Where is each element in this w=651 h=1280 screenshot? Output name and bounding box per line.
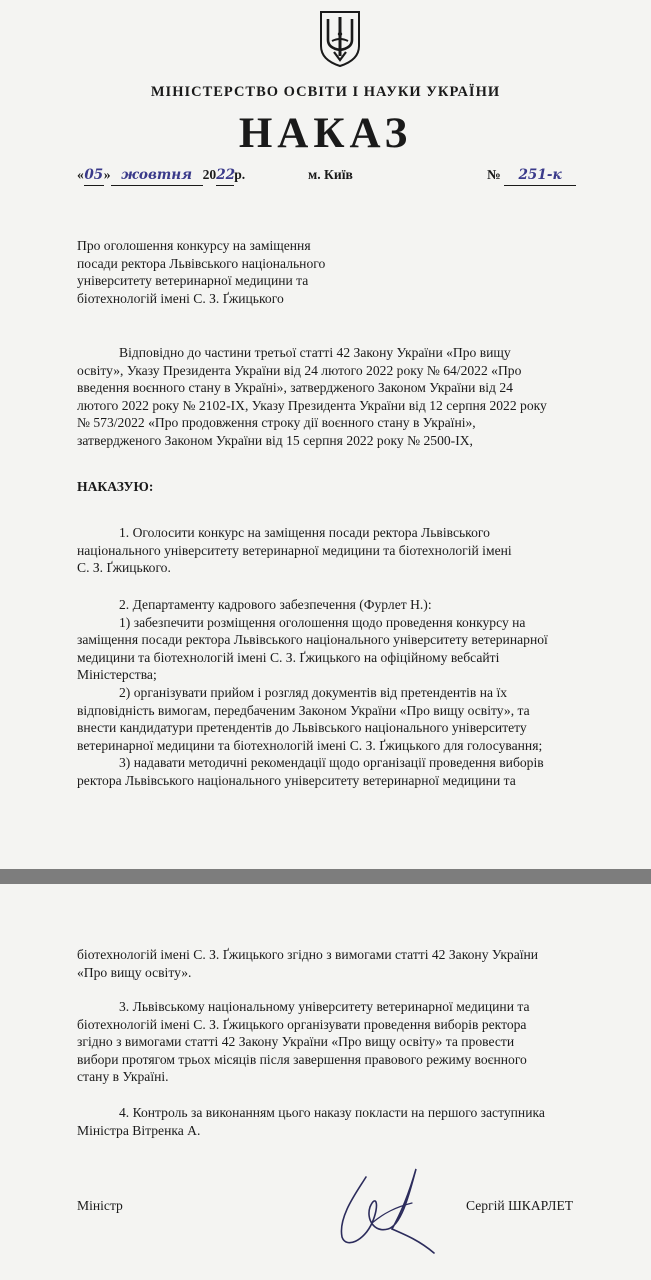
item-2-line: внести кандидатури претендентів до Львівського національного університету bbox=[77, 720, 527, 736]
subject-block bbox=[77, 237, 325, 307]
date-month: жовтня bbox=[111, 167, 203, 186]
order-date bbox=[77, 166, 245, 186]
item-2-line: заміщення посади ректора Львівського національного університету ветеринарної bbox=[77, 632, 548, 648]
item-4 bbox=[77, 1104, 607, 1139]
date-close-quote: » bbox=[103, 167, 111, 182]
subject-line: біотехнологій імені С. З. Ґжицького bbox=[77, 290, 284, 306]
item-2-line: Міністерства; bbox=[77, 667, 157, 683]
preamble bbox=[77, 344, 607, 450]
subject-line: Про оголошення конкурсу на заміщення bbox=[77, 238, 311, 253]
item-4-line: Міністра Вітренка А. bbox=[77, 1122, 201, 1138]
item-1-line: С. З. Ґжицького. bbox=[77, 560, 171, 576]
order-number bbox=[487, 166, 576, 186]
item-2 bbox=[77, 596, 607, 790]
subject-line: університету ветеринарної медицини та bbox=[77, 273, 309, 289]
city: м. Київ bbox=[308, 167, 353, 182]
item-3 bbox=[77, 998, 607, 1086]
number-value: 251-к bbox=[504, 167, 576, 186]
date-open-quote: « bbox=[77, 167, 84, 182]
item-1-line: національного університету ветеринарної медицини та біотехнологій імені bbox=[77, 542, 512, 558]
preamble-line: № 573/2022 «Про продовження строку дії воєнного стану в Україні», bbox=[77, 415, 476, 431]
preamble-line: введення воєнного стану в Україні», затвердженого Законом України від 24 bbox=[77, 380, 513, 396]
item-1-line: 1. Оголосити конкурс на заміщення посади ректора Львівського bbox=[119, 525, 490, 540]
item-4-line: 4. Контроль за виконанням цього наказу покласти на першого заступника bbox=[119, 1105, 545, 1120]
handwritten-signature bbox=[330, 1145, 440, 1255]
document-page-2 bbox=[0, 884, 651, 1280]
item-2-line: 2) організувати прийом і розгляд документів від претендентів на їх bbox=[119, 684, 508, 700]
date-year-suffix: 22 bbox=[216, 167, 234, 186]
item-3-line: стану в Україні. bbox=[77, 1069, 169, 1085]
ministry-name: МІНІСТЕРСТВО ОСВІТИ І НАУКИ УКРАЇНИ bbox=[150, 84, 501, 100]
document-type-title: НАКАЗ bbox=[238, 110, 413, 157]
trident-emblem-icon bbox=[318, 10, 362, 68]
preamble-line: лютого 2022 року № 2102-IX, Указу Президента України від 12 серпня 2022 року bbox=[77, 397, 547, 413]
item-2-line: 2. Департаменту кадрового забезпечення (Фурлет Н.): bbox=[119, 597, 432, 612]
item-2-line: ректора Львівського національного університету ветеринарної медицини та bbox=[77, 772, 516, 788]
date-year-prefix: 20 bbox=[202, 167, 217, 182]
continuation-line: біотехнологій імені С. З. Ґжицького згідно з вимогами статті 42 Закону України bbox=[77, 947, 539, 962]
preamble-line: затвердженого Законом України від 15 серпня 2022 року № 2500-IX, bbox=[77, 432, 473, 448]
item-3-line: біотехнологій імені С. З. Ґжицького організувати проведення виборів ректора bbox=[77, 1016, 527, 1032]
date-day: 05 bbox=[84, 167, 104, 186]
item-3-line: 3. Львівському національному університету ветеринарної медицини та bbox=[119, 999, 530, 1014]
signatory-position: Міністр bbox=[77, 1198, 123, 1213]
item-2-continuation bbox=[77, 946, 607, 981]
item-3-line: вибори протягом трьох місяців після завершення правового режиму воєнного bbox=[77, 1051, 527, 1067]
item-2-line: 3) надавати методичні рекомендації щодо організації проведення виборів bbox=[119, 755, 544, 771]
order-word: НАКАЗУЮ: bbox=[77, 479, 154, 494]
item-2-line: ветеринарної медицини та біотехнологій імені С. З. Ґжицького для голосування; bbox=[77, 737, 543, 753]
number-label: № bbox=[487, 167, 501, 182]
item-2-line: медицини та біотехнологій імені С. З. Ґжицького на офіційному вебсайті bbox=[77, 649, 500, 665]
item-1 bbox=[77, 524, 607, 577]
continuation-line: «Про вищу освіту». bbox=[77, 964, 192, 980]
preamble-line: освіту», Указу Президента України від 24 лютого 2022 року № 64/2022 «Про bbox=[77, 362, 522, 378]
subject-line: посади ректора Львівського національного bbox=[77, 255, 326, 271]
date-year-tail: р. bbox=[234, 167, 246, 182]
item-2-line: 1) забезпечити розміщення оголошення щодо проведення конкурсу на bbox=[119, 614, 526, 630]
signatory-name: Сергій ШКАРЛЕТ bbox=[466, 1198, 574, 1213]
item-3-line: згідно з вимогами статті 42 Закону України «Про вищу освіту» та провести bbox=[77, 1034, 515, 1050]
item-2-line: відповідність вимогам, передбаченим Законом України «Про вищу освіту», та bbox=[77, 702, 530, 718]
preamble-line: Відповідно до частини третьої статті 42 Закону України «Про вищу bbox=[119, 345, 511, 360]
